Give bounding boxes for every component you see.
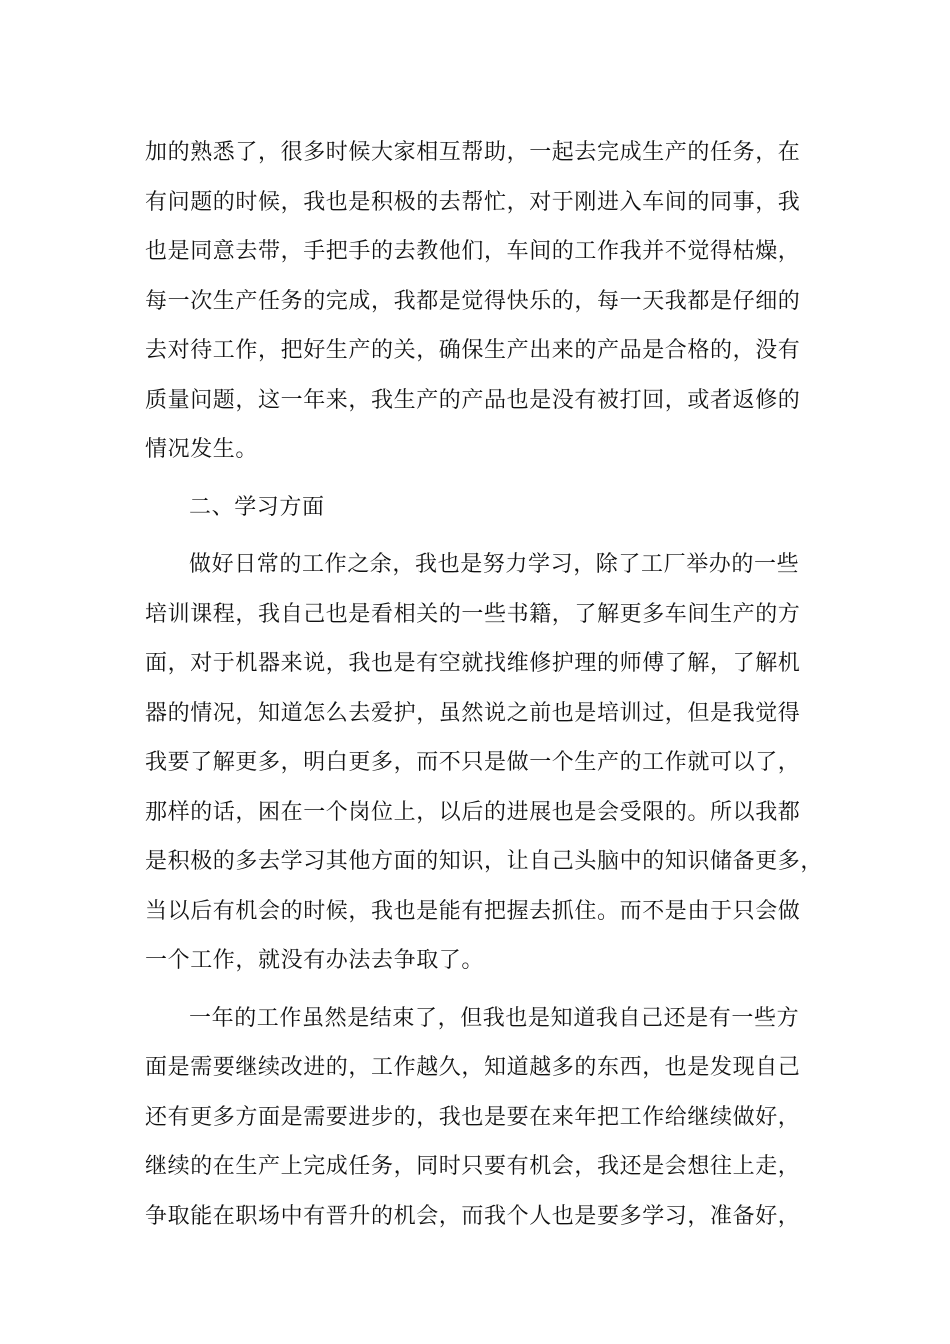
paragraph-outlook <box>145 994 825 1242</box>
text-line: 情况发生。 <box>145 437 259 462</box>
text-line: 还有更多方面是需要进步的，我也是要在来年把工作给继续做好， <box>145 1104 801 1130</box>
paragraph-work-performance <box>145 128 825 475</box>
text-line: 有问题的时候，我也是积极的去帮忙，对于刚进入车间的同事，我 <box>145 189 801 215</box>
text-line: 也是同意去带，手把手的去教他们，车间的工作我并不觉得枯燥， <box>145 239 801 264</box>
text-line: 当以后有机会的时候，我也是能有把握去抓住。而不是由于只会做 <box>145 898 801 924</box>
text-line: 面是需要继续改进的，工作越久，知道越多的东西，也是发现自己 <box>145 1055 801 1080</box>
text-line: 培训课程，我自己也是看相关的一些书籍，了解更多车间生产的方 <box>145 601 801 627</box>
text-line: 我要了解更多，明白更多，而不只是做一个生产的工作就可以了， <box>145 750 801 775</box>
document-body <box>145 128 825 1241</box>
text-line: 做好日常的工作之余，我也是努力学习，除了工厂举办的一些 <box>189 552 800 577</box>
text-line: 质量问题，这一年来，我生产的产品也是没有被打回，或者返修的 <box>145 387 801 413</box>
text-line: 去对待工作，把好生产的关，确保生产出来的产品是合格的，没有 <box>145 338 801 363</box>
text-line: 那样的话，困在一个岗位上，以后的进展也是会受限的。所以我都 <box>145 799 801 825</box>
text-line: 继续的在生产上完成任务，同时只要有机会，我还是会想往上走， <box>145 1154 801 1179</box>
text-line: 一年的工作虽然是结束了，但我也是知道我自己还是有一些方 <box>189 1005 800 1031</box>
text-line: 面，对于机器来说，我也是有空就找维修护理的师傅了解，了解机 <box>145 651 801 676</box>
text-line: 每一次生产任务的完成，我都是觉得快乐的，每一天我都是仔细的 <box>145 288 801 314</box>
text-line: 是积极的多去学习其他方面的知识，让自己头脑中的知识储备更多， <box>145 849 824 874</box>
text-line: 加的熟悉了，很多时候大家相互帮助，一起去完成生产的任务，在 <box>145 140 801 165</box>
paragraph-study <box>145 540 825 986</box>
text-line: 争取能在职场中有晋升的机会，而我个人也是要多学习，准备好， <box>145 1203 801 1229</box>
text-line: 一个工作，就没有办法去争取了。 <box>145 948 485 973</box>
text-line: 器的情况，知道怎么去爱护，虽然说之前也是培训过，但是我觉得 <box>145 700 801 726</box>
section-heading-study: 二、学习方面 <box>189 494 325 520</box>
